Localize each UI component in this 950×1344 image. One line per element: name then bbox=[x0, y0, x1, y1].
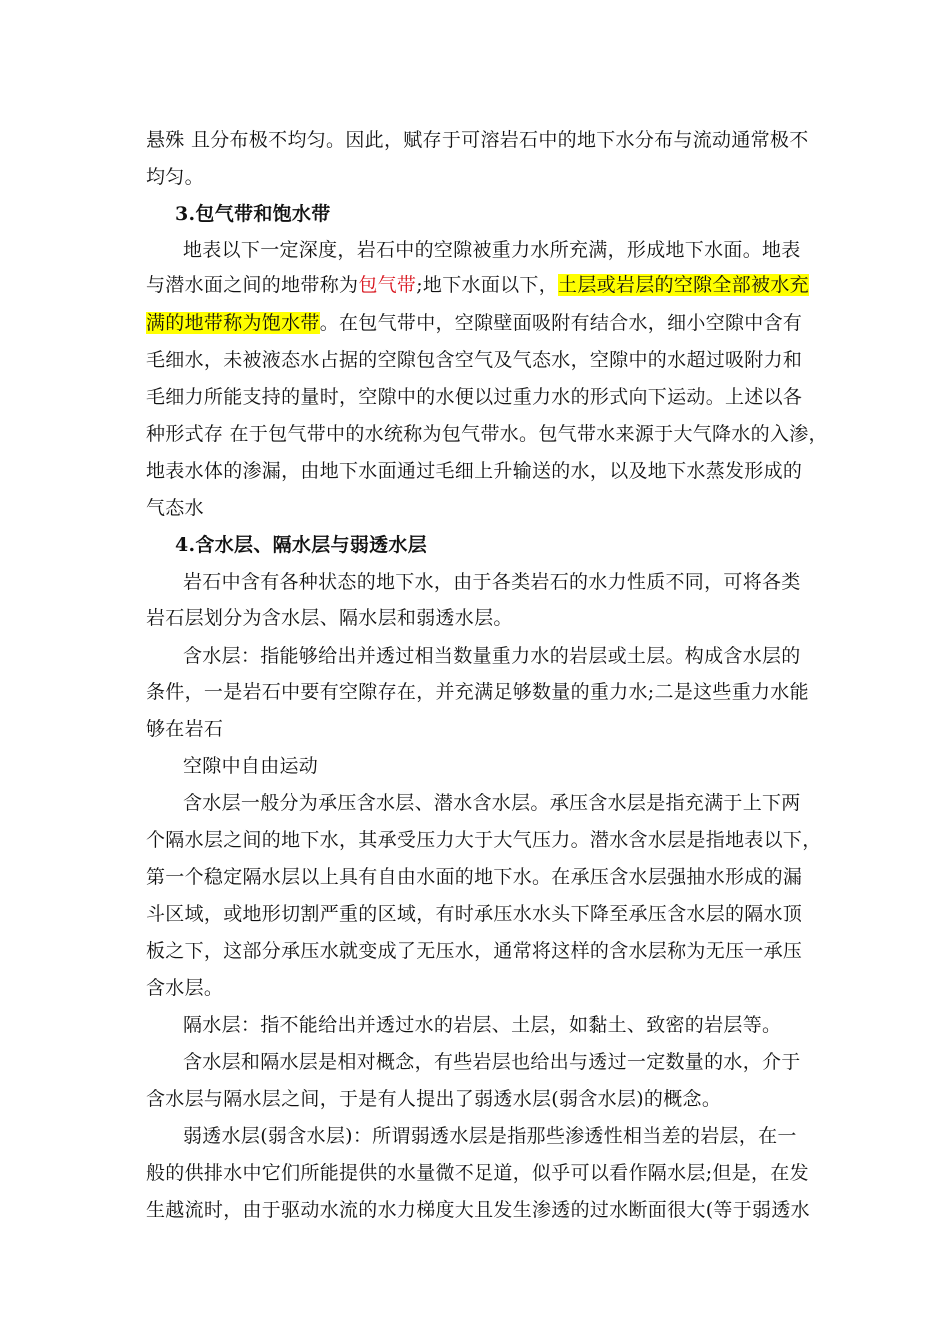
paragraph-line: 地表以下一定深度，岩石中的空隙被重力水所充满，形成地下水面。地表 bbox=[183, 239, 801, 261]
paragraph-line: 斗区域，或地形切割严重的区域，有时承压水水头下降至承压含水层的隔水顶 bbox=[146, 903, 803, 925]
paragraph-line: 气态水 bbox=[146, 497, 204, 519]
paragraph-line: 岩石中含有各种状态的地下水，由于各类岩石的水力性质不同，可将各类 bbox=[183, 571, 801, 593]
paragraph-line: 条件，一是岩石中要有空隙存在，并充满足够数量的重力水;二是这些重力水能 bbox=[146, 681, 809, 703]
paragraph-line: 空隙中自由运动 bbox=[183, 755, 319, 777]
paragraph-line: 生越流时，由于驱动水流的水力梯度大且发生渗透的过水断面很大(等于弱透水 bbox=[146, 1199, 810, 1221]
paragraph-line: 弱透水层(弱含水层)：所谓弱透水层是指那些渗透性相当差的岩层，在一 bbox=[183, 1125, 797, 1147]
paragraph-line: 毛细力所能支持的量时，空隙中的水便以过重力水的形式向下运动。上述以各 bbox=[146, 386, 803, 408]
paragraph-line: 第一个稳定隔水层以上具有自由水面的地下水。在承压含水层强抽水形成的漏 bbox=[146, 866, 803, 888]
paragraph-line: 含水层一般分为承压含水层、潜水含水层。承压含水层是指充满于上下两 bbox=[183, 792, 801, 814]
section-heading: 3.包气带和饱水带 bbox=[175, 203, 331, 225]
paragraph-line: 够在岩石 bbox=[146, 718, 224, 740]
paragraph-line: 含水层与隔水层之间，于是有人提出了弱透水层(弱含水层)的概念。 bbox=[146, 1088, 722, 1110]
paragraph-line: 含水层和隔水层是相对概念，有些岩层也给出与透过一定数量的水，介于 bbox=[183, 1051, 801, 1073]
red-term: 包气带 bbox=[358, 274, 417, 296]
paragraph-line: 与潜水面之间的地带称为包气带;地下水面以下，土层或岩层的空隙全部被水充 bbox=[146, 274, 809, 296]
highlighted-text: 满的地带称为饱水带 bbox=[146, 312, 320, 334]
paragraph-line: 地表水体的渗漏，由地下水面通过毛细上升输送的水，以及地下水蒸发形成的 bbox=[146, 460, 803, 482]
paragraph-line: 板之下，这部分承压水就变成了无压水，通常将这样的含水层称为无压一承压 bbox=[146, 940, 803, 962]
highlighted-text: 土层或岩层的空隙全部被水充 bbox=[558, 274, 809, 296]
paragraph-line: 种形式存 在于包气带中的水统称为包气带水。包气带水来源于大气降水的入渗， bbox=[146, 423, 828, 445]
section-heading: 4.含水层、隔水层与弱透水层 bbox=[175, 534, 428, 556]
paragraph-line: 般的供排水中它们所能提供的水量微不足道，似乎可以看作隔水层;但是，在发 bbox=[146, 1162, 809, 1184]
paragraph-line: 均匀。 bbox=[146, 166, 204, 188]
paragraph-line: 毛细水，未被液态水占据的空隙包含空气及气态水，空隙中的水超过吸附力和 bbox=[146, 349, 803, 371]
paragraph-line: 含水层。 bbox=[146, 977, 224, 999]
paragraph-line: 隔水层：指不能给出并透过水的岩层、土层，如黏土、致密的岩层等。 bbox=[183, 1014, 782, 1036]
paragraph-line: 岩石层划分为含水层、隔水层和弱透水层。 bbox=[146, 607, 513, 629]
paragraph-line: 含水层：指能够给出并透过相当数量重力水的岩层或土层。构成含水层的 bbox=[183, 645, 801, 667]
paragraph-line: 悬殊 且分布极不均匀。因此，赋存于可溶岩石中的地下水分布与流动通常极不 bbox=[146, 129, 809, 151]
paragraph-line: 个隔水层之间的地下水，其承受压力大于大气压力。潜水含水层是指地表以下， bbox=[146, 829, 822, 851]
paragraph-line: 满的地带称为饱水带。在包气带中，空隙壁面吸附有结合水，细小空隙中含有 bbox=[146, 312, 803, 334]
